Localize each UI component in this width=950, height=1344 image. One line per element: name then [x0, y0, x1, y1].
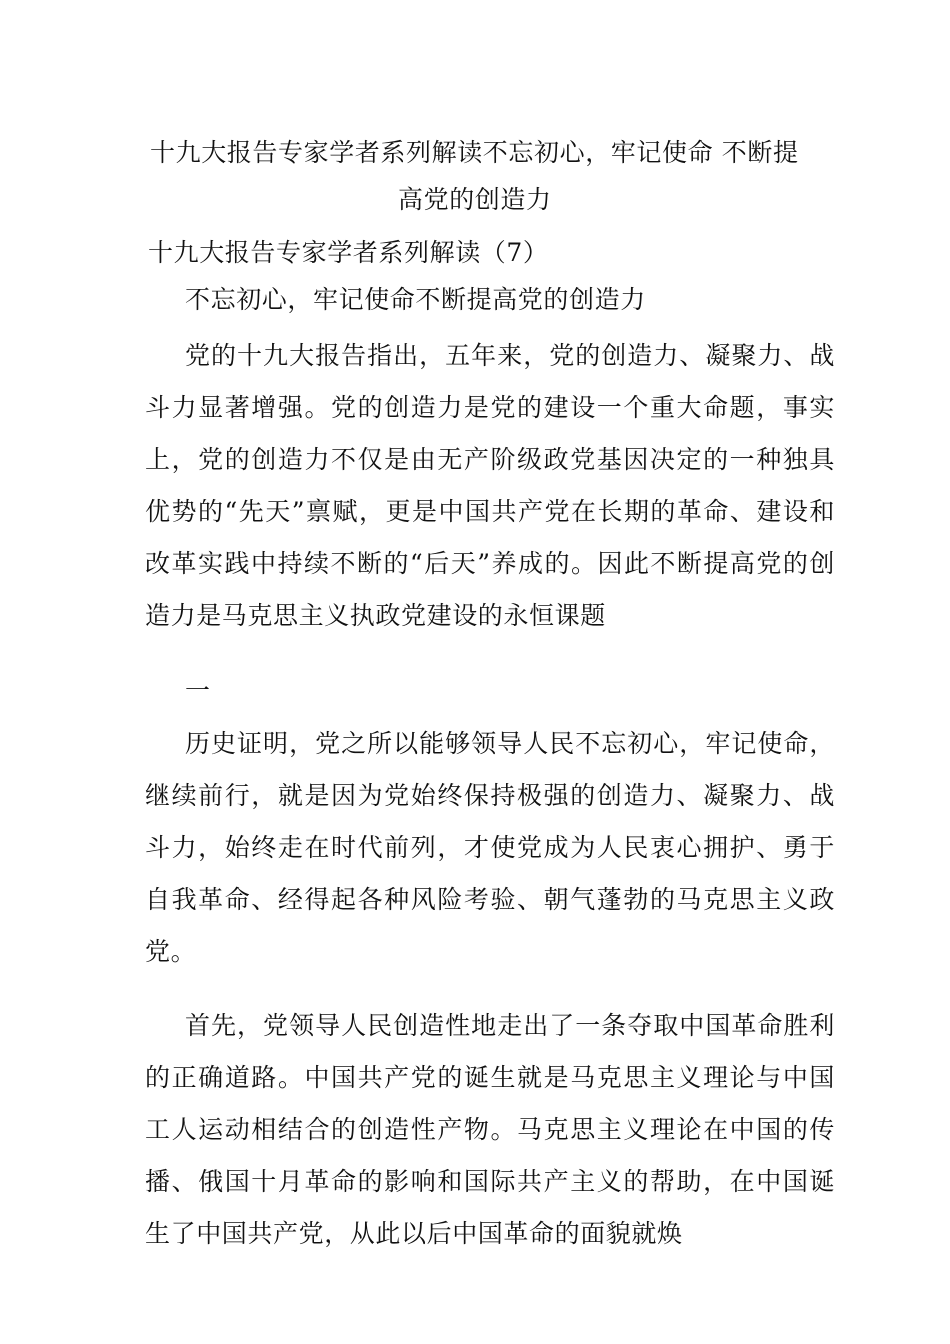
document-title-line-1: 十九大报告专家学者系列解读不忘初心，牢记使命 不断提: [150, 138, 799, 167]
document-title-line-2: 高党的创造力: [398, 185, 552, 214]
section-number: 一: [185, 676, 211, 705]
document-subtitle: 十九大报告专家学者系列解读（7）: [148, 238, 549, 267]
article-heading: 不忘初心，牢记使命不断提高党的创造力: [185, 285, 646, 314]
paragraph-intro: 党的十九大报告指出，五年来，党的创造力、凝聚力、战斗力显著增强。党的创造力是党的建设一个重大命题，事实上，党的创造力不仅是由无产阶级政党基因决定的一种独具优势的“先天”禀赋，更是中国共产党在长期的革命、建设和改革实践中持续不断的“后天”养成的。因此不断提高党的创造力是马克思主义执政党建设的永恒课题: [145, 341, 835, 630]
paragraph-first-point: 首先，党领导人民创造性地走出了一条夺取中国革命胜利的正确道路。中国共产党的诞生就是马克思主义理论与中国工人运动相结合的创造性产物。马克思主义理论在中国的传播、俄国十月革命的影响和国际共产主义的帮助，在中国诞生了中国共产党，从此以后中国革命的面貌就焕: [145, 1011, 835, 1248]
paragraph-history: 历史证明，党之所以能够领导人民不忘初心，牢记使命，继续前行，就是因为党始终保持极强的创造力、凝聚力、战斗力，始终走在时代前列，才使党成为人民衷心拥护、勇于自我革命、经得起各种风险考验、朝气蓬勃的马克思主义政党。: [145, 729, 835, 966]
